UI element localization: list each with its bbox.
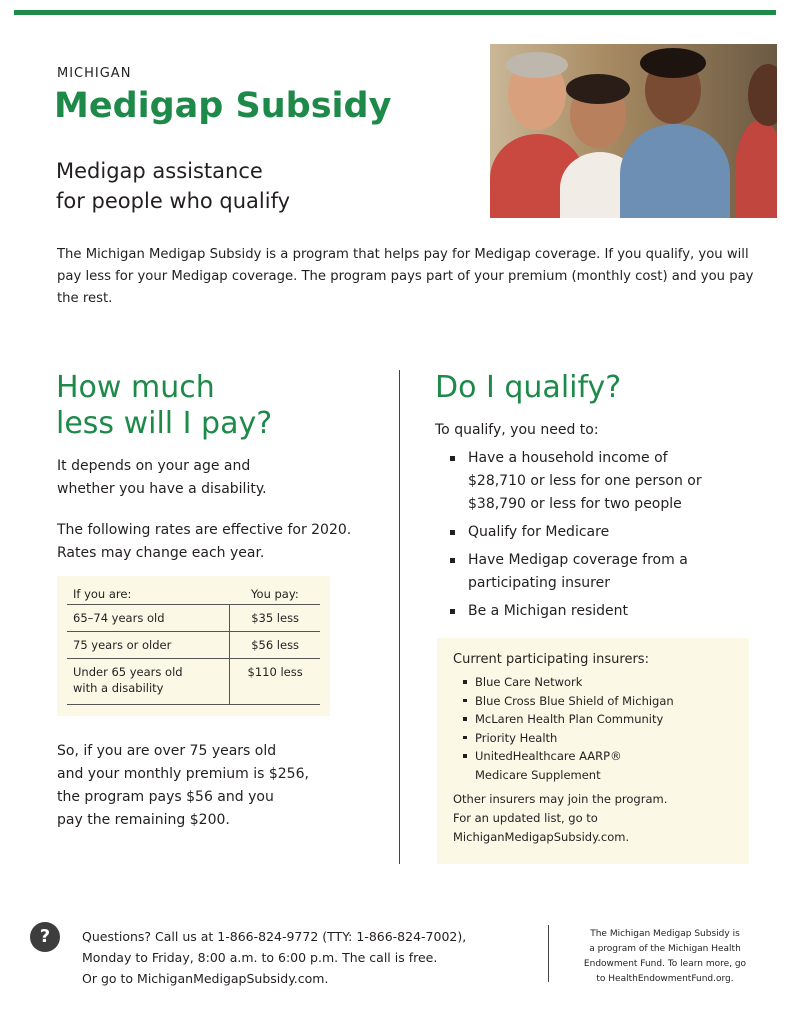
text-line: the program pays $56 and you (57, 789, 274, 805)
cell-line: Under 65 years old (73, 665, 183, 679)
item-line: UnitedHealthcare AARP® (475, 749, 622, 763)
note-line[interactable]: to HealthEndowmentFund.org. (596, 974, 734, 984)
top-rule (14, 10, 776, 15)
item-line: Have a household income of (468, 450, 668, 466)
list-item (453, 747, 733, 784)
how-much-heading (56, 370, 272, 442)
item-line: Medicare Supplement (475, 767, 601, 782)
subtitle-line: for people who qualify (56, 189, 291, 213)
list-item (440, 600, 740, 623)
text-line: pay the remaining $200. (57, 812, 230, 828)
note-line: Other insurers may join the program. (453, 792, 668, 806)
question-icon: ? (30, 922, 60, 952)
endowment-fund-note (575, 927, 755, 987)
heading-line: How much (56, 370, 215, 405)
list-item: Priority Health (453, 729, 733, 748)
list-item (440, 549, 740, 595)
item-line: participating insurer (468, 575, 610, 591)
list-item: Blue Cross Blue Shield of Michigan (453, 692, 733, 711)
text-line: and your monthly premium is $256, (57, 766, 309, 782)
table-cell: $56 less (230, 632, 320, 659)
footer-divider (548, 925, 549, 982)
table-row (67, 605, 320, 632)
table-header-row (67, 584, 320, 605)
text-line: whether you have a disability. (57, 481, 267, 497)
phone-line: Questions? Call us at 1-866-824-9772 (TTY: 1-866-824-7002), (82, 929, 467, 944)
table-cell: $110 less (230, 659, 320, 705)
rates-table-panel (57, 576, 330, 716)
column-divider (399, 370, 400, 864)
text-line: Rates may change each year. (57, 545, 265, 561)
insurers-title: Current participating insurers: (453, 652, 649, 667)
item-line: Be a Michigan resident (468, 603, 629, 619)
qualify-heading: Do I qualify? (435, 370, 622, 405)
list-item: Blue Care Network (453, 673, 733, 692)
table-cell: 65–74 years old (67, 605, 230, 632)
subtitle (56, 156, 290, 216)
text-line: So, if you are over 75 years old (57, 743, 277, 759)
insurers-list (453, 673, 733, 784)
rates-effective-text (57, 519, 351, 565)
page-title: Medigap Subsidy (54, 86, 392, 126)
contact-info (82, 926, 466, 989)
note-line: Endowment Fund. To learn more, go (583, 959, 747, 969)
table-cell (67, 659, 230, 705)
heading-line: less will I pay? (56, 406, 273, 441)
state-label: MICHIGAN (57, 66, 132, 81)
table-row (67, 632, 320, 659)
website-line[interactable]: Or go to MichiganMedigapSubsidy.com. (82, 971, 329, 986)
table-row (67, 659, 320, 705)
list-item (440, 447, 740, 516)
list-item: McLaren Health Plan Community (453, 710, 733, 729)
column-header: If you are: (67, 584, 230, 605)
example-text (57, 740, 309, 832)
insurers-panel (437, 638, 749, 864)
seniors-photo (490, 44, 777, 218)
text-line: It depends on your age and (57, 458, 251, 474)
insurers-note (453, 790, 733, 847)
cell-line: with a disability (73, 681, 164, 695)
item-line: Qualify for Medicare (468, 524, 610, 540)
qualify-lead: To qualify, you need to: (435, 422, 599, 438)
hours-line: Monday to Friday, 8:00 a.m. to 6:00 p.m. The call is free. (82, 950, 438, 965)
note-line: a program of the Michigan Health (589, 944, 741, 954)
website-link[interactable]: MichiganMedigapSubsidy.com. (453, 830, 630, 844)
rates-table (67, 584, 320, 705)
age-disability-text (57, 455, 267, 501)
column-header: You pay: (230, 584, 320, 605)
table-cell: $35 less (230, 605, 320, 632)
table-cell: 75 years or older (67, 632, 230, 659)
note-line: The Michigan Medigap Subsidy is (590, 929, 740, 939)
text-line: The following rates are effective for 2020. (57, 522, 352, 538)
intro-paragraph: The Michigan Medigap Subsidy is a program that helps pay for Medigap coverage. If you qualify, you will pay less for your Medigap coverage. The program pays part of your premium (monthly cost) and you pay the rest. (57, 247, 754, 306)
item-line: $38,790 or less for two people (468, 496, 682, 512)
note-line: For an updated list, go to (453, 811, 598, 825)
list-item (440, 521, 740, 544)
subtitle-line: Medigap assistance (56, 159, 263, 183)
item-line: $28,710 or less for one person or (468, 473, 702, 489)
requirements-list (440, 447, 740, 628)
item-line: Have Medigap coverage from a (468, 552, 688, 568)
